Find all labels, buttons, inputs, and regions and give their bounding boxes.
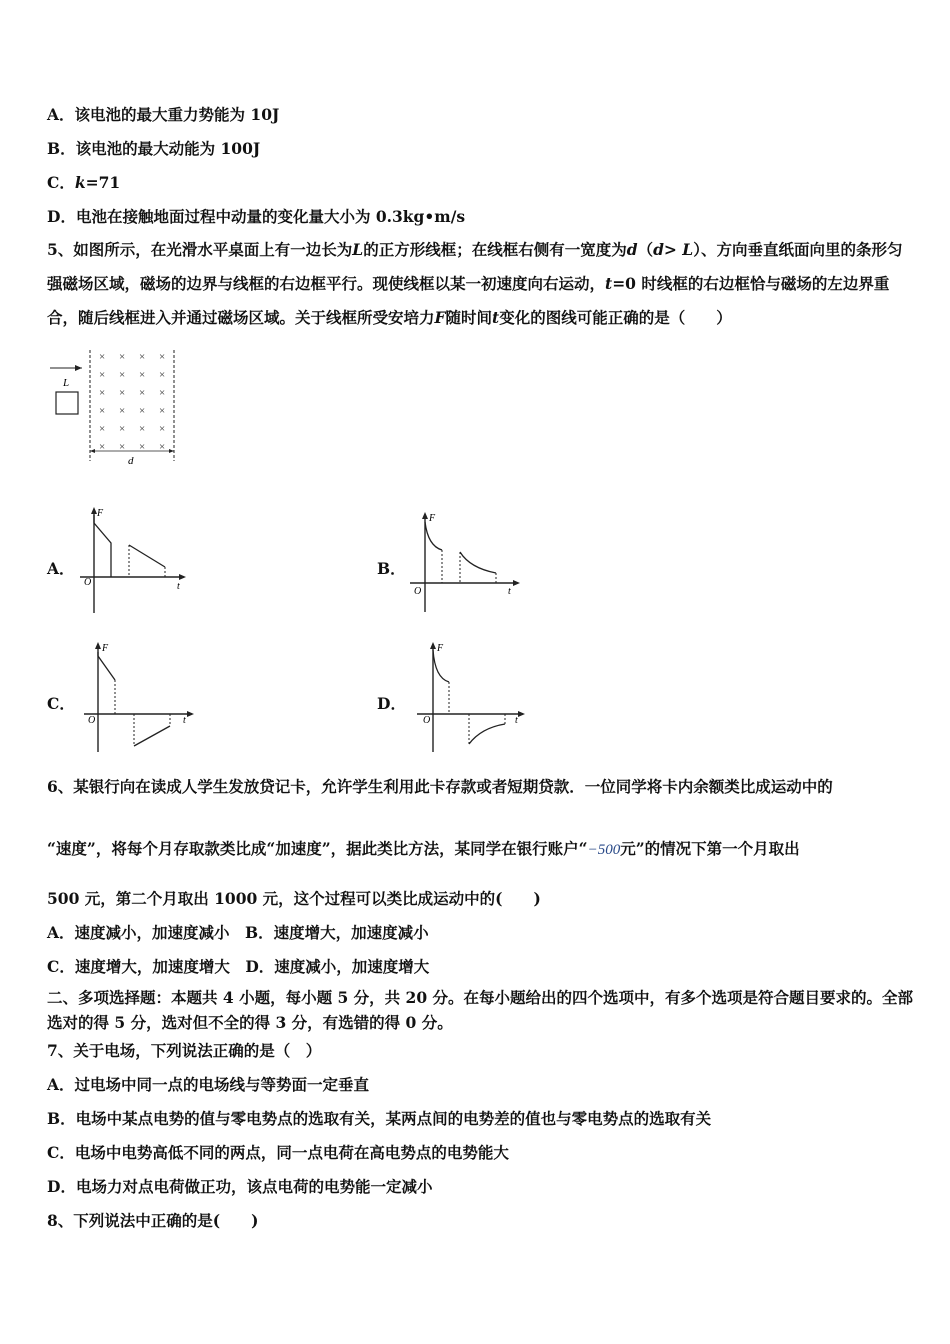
q4-option-c-prefix: C． (47, 173, 75, 192)
q5-option-d-label: D． (377, 694, 406, 713)
field-cross-symbol: × (159, 405, 166, 417)
field-cross-symbol: × (139, 441, 146, 453)
q7-option-a: A．过电场中同一点的电场线与等势面一定垂直 (47, 1075, 370, 1094)
q5-figure-label-l: L (63, 377, 70, 389)
graph-d-origin: O (423, 715, 431, 726)
field-cross-symbol: × (119, 441, 126, 453)
q8-stem: 8、下列说法中正确的是( ) (47, 1211, 259, 1230)
magnetic-field-symbols (99, 351, 165, 453)
graph-c-x-label: t (183, 715, 186, 726)
graph-a-y-label: F (97, 508, 104, 519)
field-cross-symbol: × (139, 369, 146, 381)
q4-option-c-rest: =71 (85, 173, 121, 192)
q4-option-a: A．该电池的最大重力势能为 10J (47, 105, 280, 124)
q7-stem: 7、关于电场，下列说法正确的是（ ） (47, 1041, 322, 1060)
q5-stem (47, 233, 907, 335)
q7-option-c: C．电场中电势高低不同的两点，同一点电荷在高电势点的电势能大 (47, 1143, 509, 1162)
graph-c-curve-1 (98, 652, 115, 680)
graph-d-curve-1 (433, 650, 449, 682)
field-cross-symbol: × (119, 387, 126, 399)
q6-line2-part2: 元”的情况下第一个月取出 (620, 839, 800, 858)
field-cross-symbol: × (99, 441, 106, 453)
graph-a-curve-1 (94, 515, 111, 577)
graph-b-curve-1 (425, 522, 442, 550)
field-cross-symbol: × (99, 351, 106, 363)
q6-balance-value: −500 (587, 842, 621, 858)
graph-d-y-label: F (437, 643, 444, 654)
q5-graph-c (84, 640, 199, 755)
q7-option-d: D．电场力对点电荷做正功，该点电荷的电势能一定减小 (47, 1177, 433, 1196)
field-cross-symbol: × (119, 369, 126, 381)
field-cross-symbol: × (159, 351, 166, 363)
field-cross-symbol: × (139, 405, 146, 417)
field-cross-symbol: × (139, 387, 146, 399)
q5-stem-part3: ）、方向垂直纸面向里的条形匀强磁场区域，磁场的边界与线框的右边框平行。现使线框以某一初速度向右运动， (47, 240, 903, 293)
graph-b-curve-2 (460, 552, 496, 573)
q5-var-d: d (626, 240, 638, 259)
graph-a-x-label: t (177, 581, 180, 592)
q6-options-cd: C．速度增大，加速度增大 D．速度减小，加速度增大 (47, 957, 430, 976)
graph-b-x-label: t (508, 586, 511, 597)
graph-d-x-label: t (515, 715, 518, 726)
q4-option-c-var: k (74, 173, 86, 192)
q5-stem-part1: 5、如图所示，在光滑水平桌面上有一边长为 (47, 240, 353, 259)
graph-a-curve-2 (129, 545, 165, 567)
graph-b-origin: O (414, 586, 422, 597)
q5-stem-part4: =0 时线框的右边框恰与磁场的左边界重合，随后线框进入并通过磁场区域。关于线框所受安培力 (47, 274, 890, 327)
q5-var-f: F (434, 308, 446, 327)
field-cross-symbol: × (159, 423, 166, 435)
q5-var-t: t (492, 308, 500, 327)
square-loop (56, 392, 78, 414)
q5-figure-label-d: d (128, 455, 134, 467)
q6-stem-line2 (47, 837, 800, 859)
field-cross-symbol: × (119, 423, 126, 435)
field-cross-symbol: × (99, 423, 106, 435)
field-cross-symbol: × (159, 441, 166, 453)
field-cross-symbol: × (119, 351, 126, 363)
graph-c-y-label: F (102, 643, 109, 654)
q5-graph-b (410, 510, 525, 615)
section2-heading: 二、多项选择题：本题共 4 小题，每小题 5 分，共 20 分。在每小题给出的四个选项中，有多个选项是符合题目要求的。全部选对的得 5 分，选对但不全的得 3 分，有选错的得 0 分。 (47, 988, 914, 1032)
q5-condition: d> L (653, 240, 694, 259)
q6-options-ab: A．速度减小，加速度减小 B．速度增大，加速度减小 (47, 923, 429, 942)
q5-field-figure (44, 345, 194, 470)
q5-graph-a (80, 505, 190, 615)
field-cross-symbol: × (119, 405, 126, 417)
q5-var-t0: t (605, 274, 613, 293)
graph-b-y-label: F (429, 513, 436, 524)
field-cross-symbol: × (159, 369, 166, 381)
graph-c-origin: O (88, 715, 96, 726)
q5-stem-part5: 随时间 (445, 308, 493, 327)
field-cross-symbol: × (139, 351, 146, 363)
field-cross-symbol: × (99, 405, 106, 417)
q5-paren: （ (637, 240, 654, 259)
q4-option-b: B．该电池的最大动能为 100J (47, 139, 261, 158)
field-cross-symbol: × (99, 369, 106, 381)
q5-stem-part6: 变化的图线可能正确的是（ ） (499, 308, 732, 327)
q5-stem-part2: 的正方形线框；在线框右侧有一宽度为 (363, 240, 627, 259)
q4-option-c (47, 171, 120, 193)
q6-line2-part1: “速度”，将每个月存取款类比成“加速度”，据此类比方法，某同学在银行账户“ (47, 839, 588, 858)
field-cross-symbol: × (159, 387, 166, 399)
field-cross-symbol: × (139, 423, 146, 435)
q6-stem-line3: 500 元，第二个月取出 1000 元，这个过程可以类比成运动中的( ) (47, 889, 541, 908)
q5-option-a-label: A． (47, 559, 75, 578)
field-cross-symbol: × (99, 387, 106, 399)
graph-a-origin: O (84, 577, 92, 588)
graph-d-curve-2 (469, 724, 505, 744)
q5-graph-d (415, 640, 530, 755)
graph-c-curve-2 (134, 726, 170, 746)
q4-option-d: D．电池在接触地面过程中动量的变化量大小为 0.3kg•m/s (47, 207, 466, 226)
q7-option-b: B．电场中某点电势的值与零电势点的选取有关，某两点间的电势差的值也与零电势点的选取有关 (47, 1109, 712, 1128)
q5-var-l: L (352, 240, 364, 259)
q5-option-c-label: C． (47, 694, 75, 713)
q5-option-b-label: B． (377, 559, 406, 578)
q6-stem-line1: 6、某银行向在读成人学生发放贷记卡，允许学生利用此卡存款或者短期贷款．一位同学将卡内余额类比成运动中的 (47, 777, 833, 796)
